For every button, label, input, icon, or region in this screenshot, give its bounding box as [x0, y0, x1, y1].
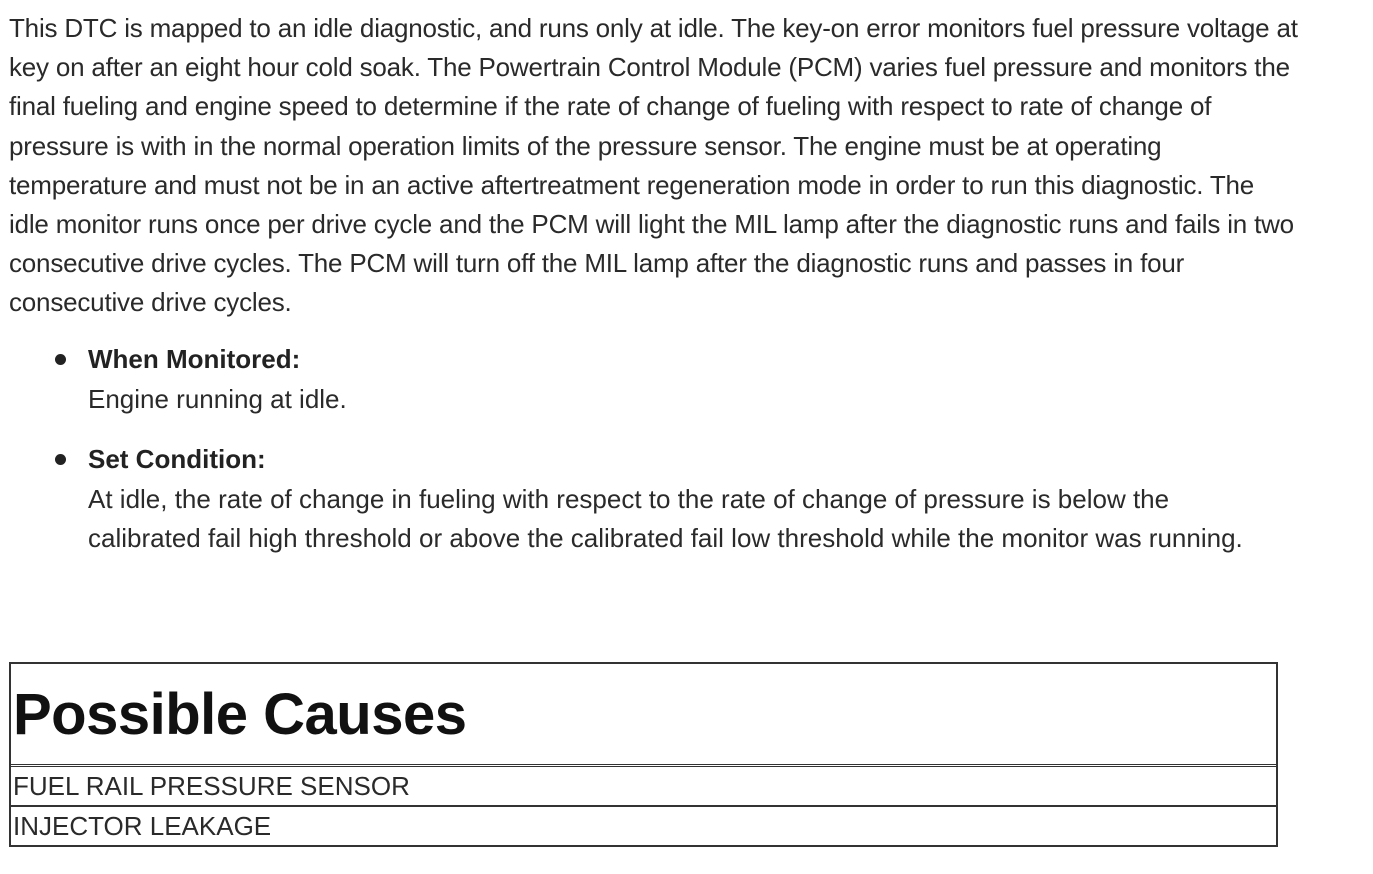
bullet-icon	[55, 454, 66, 465]
table-row	[11, 767, 1276, 805]
set-condition-heading: Set Condition:	[88, 443, 266, 474]
when-monitored-text: Engine running at idle.	[88, 384, 347, 414]
cause-fuel-rail-pressure-sensor: FUEL RAIL PRESSURE SENSOR	[13, 770, 410, 801]
description-paragraph: This DTC is mapped to an idle diagnostic, and runs only at idle. The key-on error monitors fuel pressure voltage at key on after an eight hour cold soak. The Powertrain Control Module (PCM) varies fuel pressure and monitors the final fueling and engine speed to determine if the rate of change of fueling with respect to rate of change of pressure is with in the normal operation limits of the pressure sensor. The engine must be at operating temperature and must not be in an active aftertreatment regeneration mode in order to run this diagnostic. The idle monitor runs once per drive cycle and the PCM will light the MIL lamp after the diagnostic runs and fails in two consecutive drive cycles. The PCM will turn off the MIL lamp after the diagnostic runs and passes in four consecutive drive cycles.	[9, 13, 1298, 318]
possible-causes-table	[9, 662, 1278, 847]
diagnostic-conditions-list	[0, 338, 1300, 577]
bullet-icon	[55, 354, 66, 365]
list-item-when-monitored	[0, 338, 1300, 420]
table-row	[11, 805, 1276, 845]
cause-injector-leakage: INJECTOR LEAKAGE	[11, 805, 1276, 845]
when-monitored-heading: When Monitored:	[88, 344, 301, 374]
list-item-set-condition	[0, 438, 1300, 559]
set-condition-text: At idle, the rate of change in fueling with respect to the rate of change of pressure is below the calibrated fail high threshold or above the calibrated fail low threshold while the monitor was running.	[88, 483, 1243, 553]
possible-causes-heading: Possible Causes	[11, 664, 1276, 767]
